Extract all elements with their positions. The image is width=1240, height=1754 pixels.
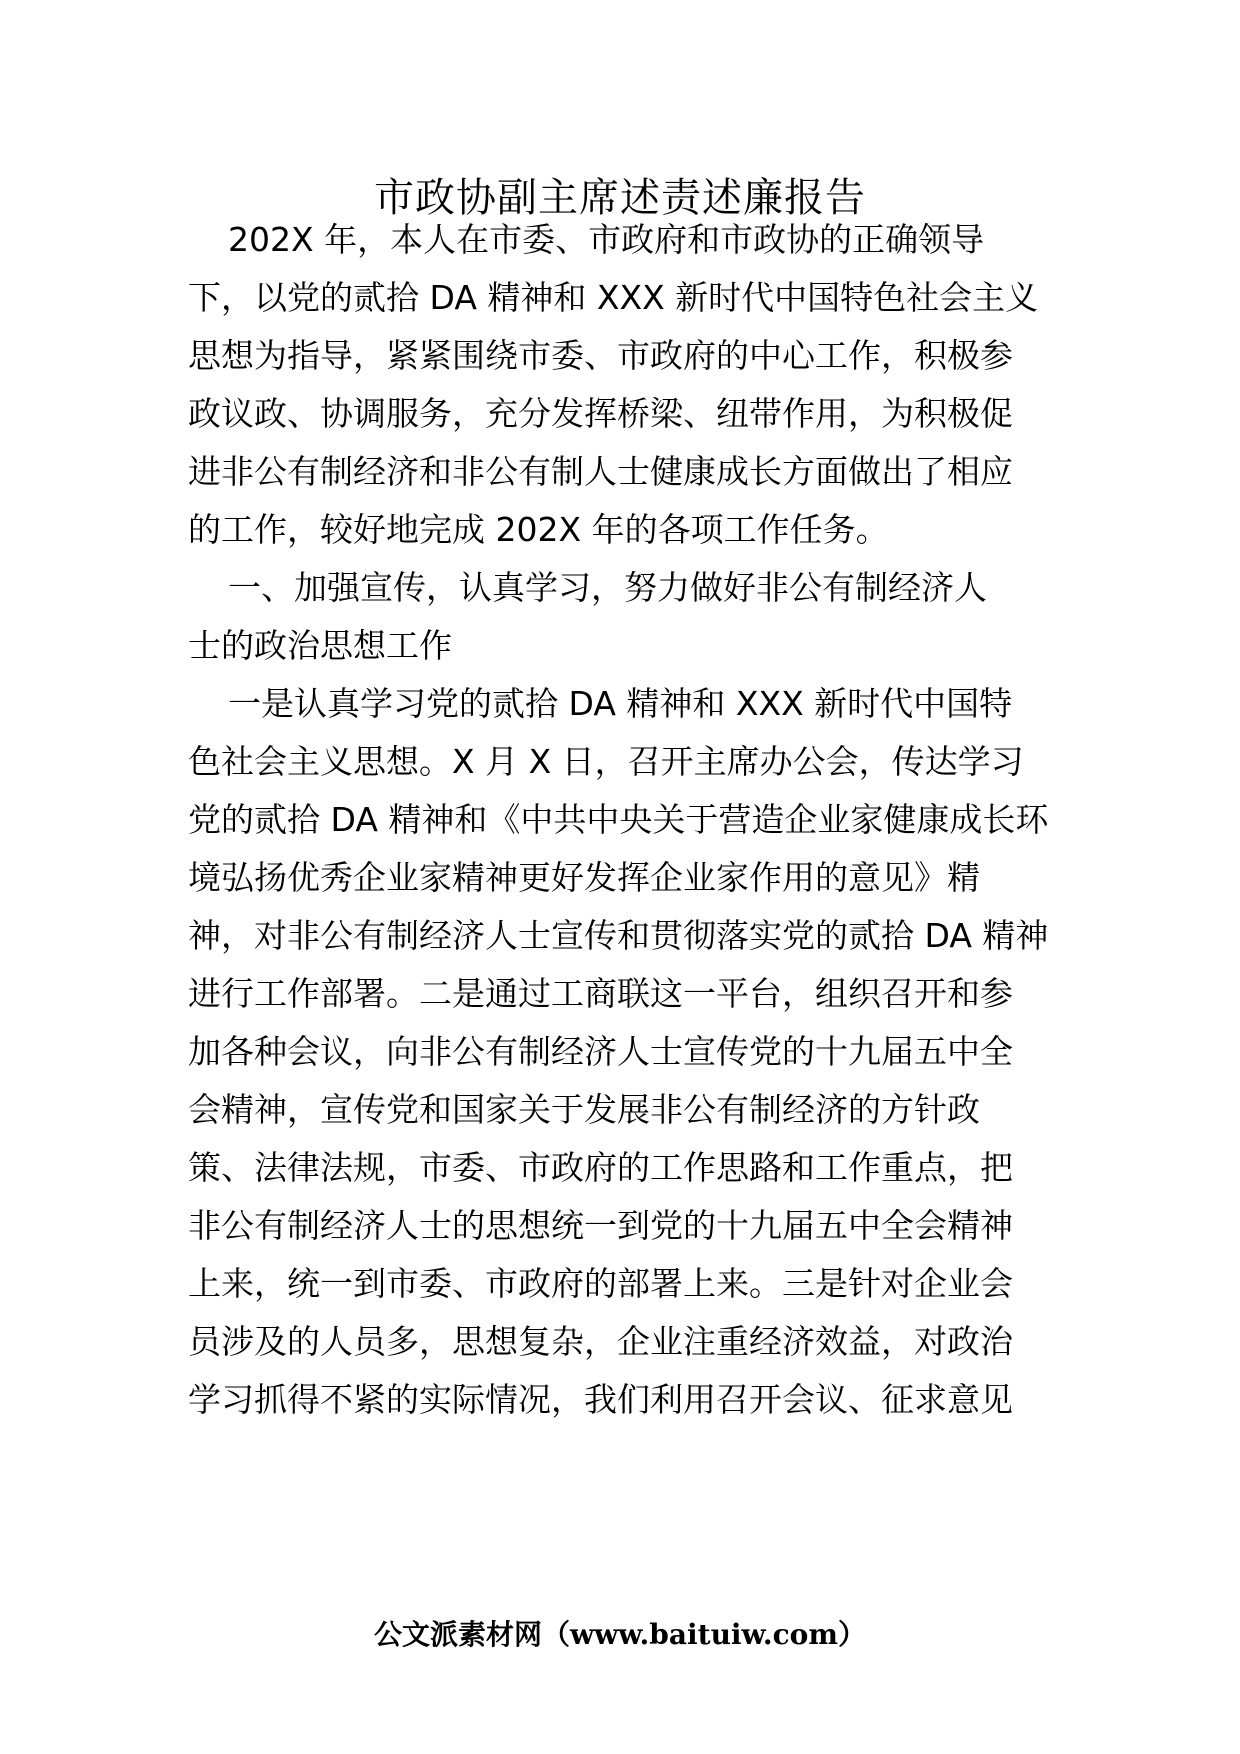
body-line: 的工作，较好地完成 202X 年的各项工作任务。 [188, 510, 889, 549]
body-line: 政议政、协调服务，充分发挥桥梁、纽带作用，为积极促 [188, 394, 1013, 433]
body-line: 加各种会议，向非公有制经济人士宣传党的十九届五中全 [188, 1032, 1013, 1071]
body-line: 下，以党的贰拾 DA 精神和 XXX 新时代中国特色社会主义 [188, 278, 1039, 317]
body-line: 上来，统一到市委、市政府的部署上来。三是针对企业会 [188, 1264, 1013, 1303]
body-line: 进行工作部署。二是通过工商联这一平台，组织召开和参 [188, 974, 1013, 1013]
body-line: 进非公有制经济和非公有制人士健康成长方面做出了相应 [188, 452, 1013, 491]
body-line: 学习抓得不紧的实际情况，我们利用召开会议、征求意见 [188, 1380, 1013, 1419]
body-line: 策、法律法规，市委、市政府的工作思路和工作重点，把 [188, 1148, 1013, 1187]
section-heading-line: 士的政治思想工作 [188, 626, 452, 665]
body-line: 境弘扬优秀企业家精神更好发挥企业家作用的意见》精 [188, 858, 980, 897]
section-heading-line: 一、加强宣传，认真学习，努力做好非公有制经济人 [228, 568, 987, 607]
body-line: 会精神，宣传党和国家关于发展非公有制经济的方针政 [188, 1090, 980, 1129]
body-line: 202X 年，本人在市委、市政府和市政协的正确领导 [228, 220, 985, 259]
document-title: 市政协副主席述责述廉报告 [374, 175, 866, 221]
footer-watermark: 公文派素材网（www.baituiw.com） [374, 1618, 866, 1651]
body-line: 一是认真学习党的贰拾 DA 精神和 XXX 新时代中国特 [228, 684, 1013, 723]
body-line: 非公有制经济人士的思想统一到党的十九届五中全会精神 [188, 1206, 1013, 1245]
body-line: 员涉及的人员多，思想复杂，企业注重经济效益，对政治 [188, 1322, 1013, 1361]
body-line: 思想为指导，紧紧围绕市委、市政府的中心工作，积极参 [188, 336, 1013, 375]
body-line: 色社会主义思想。X 月 X 日，召开主席办公会，传达学习 [188, 742, 1024, 781]
body-line: 神，对非公有制经济人士宣传和贯彻落实党的贰拾 DA 精神 [188, 916, 1049, 955]
body-line: 党的贰拾 DA 精神和《中共中央关于营造企业家健康成长环 [188, 800, 1049, 839]
